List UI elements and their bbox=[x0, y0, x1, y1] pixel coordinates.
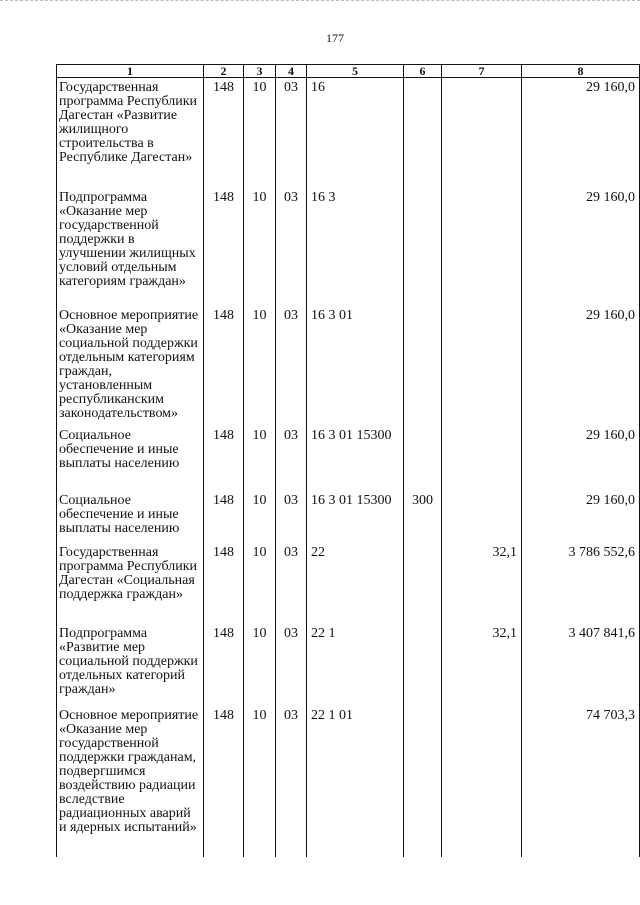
ministry-code: 148 bbox=[204, 78, 244, 189]
table-row bbox=[57, 426, 640, 491]
target-article-code: 16 bbox=[307, 78, 404, 189]
target-article-code: 16 3 bbox=[307, 188, 404, 306]
column-header: 6 bbox=[404, 65, 442, 78]
expense-type-code bbox=[404, 188, 442, 306]
ministry-code: 148 bbox=[204, 306, 244, 426]
item-name: Подпрограмма «Развитие мер социальной поддержки отдельных категорий граждан» bbox=[57, 624, 204, 706]
target-article-code: 16 3 01 15300 bbox=[307, 491, 404, 543]
table-header-row bbox=[57, 65, 640, 78]
expense-type-code bbox=[404, 306, 442, 426]
ministry-code: 148 bbox=[204, 624, 244, 706]
budget-table bbox=[56, 64, 640, 857]
table-row bbox=[57, 543, 640, 624]
column-7-value bbox=[442, 306, 522, 426]
column-7-value: 32,1 bbox=[442, 624, 522, 706]
section-code: 10 bbox=[244, 78, 276, 189]
column-header: 8 bbox=[522, 65, 640, 78]
item-name: Подпрограмма «Оказание мер государственной поддержки в улучшении жилищных условий отдельным категориям граждан» bbox=[57, 188, 204, 306]
scan-top-edge bbox=[0, 0, 640, 3]
column-header: 4 bbox=[276, 65, 307, 78]
amount-value: 29 160,0 bbox=[522, 78, 640, 189]
amount-value: 29 160,0 bbox=[522, 426, 640, 491]
section-code: 10 bbox=[244, 491, 276, 543]
ministry-code: 148 bbox=[204, 188, 244, 306]
table-row bbox=[57, 78, 640, 189]
section-code: 10 bbox=[244, 624, 276, 706]
column-7-value bbox=[442, 78, 522, 189]
column-header: 2 bbox=[204, 65, 244, 78]
subsection-code: 03 bbox=[276, 706, 307, 857]
ministry-code: 148 bbox=[204, 543, 244, 624]
column-header: 5 bbox=[307, 65, 404, 78]
subsection-code: 03 bbox=[276, 624, 307, 706]
expense-type-code bbox=[404, 426, 442, 491]
expense-type-code bbox=[404, 624, 442, 706]
column-7-value: 32,1 bbox=[442, 543, 522, 624]
subsection-code: 03 bbox=[276, 491, 307, 543]
target-article-code: 22 1 bbox=[307, 624, 404, 706]
amount-value: 29 160,0 bbox=[522, 306, 640, 426]
page-number: 177 bbox=[326, 31, 344, 45]
section-code: 10 bbox=[244, 543, 276, 624]
column-7-value bbox=[442, 491, 522, 543]
target-article-code: 22 1 01 bbox=[307, 706, 404, 857]
section-code: 10 bbox=[244, 706, 276, 857]
target-article-code: 16 3 01 bbox=[307, 306, 404, 426]
item-name: Государственная программа Республики Дагестан «Социальная поддержка граждан» bbox=[57, 543, 204, 624]
item-name: Социальное обеспечение и иные выплаты населению bbox=[57, 426, 204, 491]
amount-value: 3 786 552,6 bbox=[522, 543, 640, 624]
subsection-code: 03 bbox=[276, 188, 307, 306]
item-name: Социальное обеспечение и иные выплаты населению bbox=[57, 491, 204, 543]
target-article-code: 16 3 01 15300 bbox=[307, 426, 404, 491]
column-7-value bbox=[442, 426, 522, 491]
table-row bbox=[57, 306, 640, 426]
section-code: 10 bbox=[244, 426, 276, 491]
section-code: 10 bbox=[244, 306, 276, 426]
table-row bbox=[57, 706, 640, 857]
column-header: 3 bbox=[244, 65, 276, 78]
expense-type-code bbox=[404, 706, 442, 857]
table-row bbox=[57, 188, 640, 306]
table-row bbox=[57, 491, 640, 543]
amount-value: 3 407 841,6 bbox=[522, 624, 640, 706]
expense-type-code bbox=[404, 78, 442, 189]
subsection-code: 03 bbox=[276, 78, 307, 189]
subsection-code: 03 bbox=[276, 426, 307, 491]
expense-type-code: 300 bbox=[404, 491, 442, 543]
ministry-code: 148 bbox=[204, 426, 244, 491]
section-code: 10 bbox=[244, 188, 276, 306]
column-header: 1 bbox=[57, 65, 204, 78]
column-header: 7 bbox=[442, 65, 522, 78]
subsection-code: 03 bbox=[276, 543, 307, 624]
subsection-code: 03 bbox=[276, 306, 307, 426]
ministry-code: 148 bbox=[204, 491, 244, 543]
amount-value: 29 160,0 bbox=[522, 491, 640, 543]
expense-type-code bbox=[404, 543, 442, 624]
target-article-code: 22 bbox=[307, 543, 404, 624]
amount-value: 74 703,3 bbox=[522, 706, 640, 857]
column-7-value bbox=[442, 188, 522, 306]
table-row bbox=[57, 624, 640, 706]
item-name: Основное мероприятие «Оказание мер социальной поддержки отдельным категориям граждан, установленным республиканским законодательством» bbox=[57, 306, 204, 426]
amount-value: 29 160,0 bbox=[522, 188, 640, 306]
column-7-value bbox=[442, 706, 522, 857]
item-name: Основное мероприятие «Оказание мер государственной поддержки гражданам, подвергшимся воздействию радиации вследствие радиационных аварий и ядерных испытаний» bbox=[57, 706, 204, 857]
ministry-code: 148 bbox=[204, 706, 244, 857]
item-name: Государственная программа Республики Дагестан «Развитие жилищного строительства в Республике Дагестан» bbox=[57, 78, 204, 189]
